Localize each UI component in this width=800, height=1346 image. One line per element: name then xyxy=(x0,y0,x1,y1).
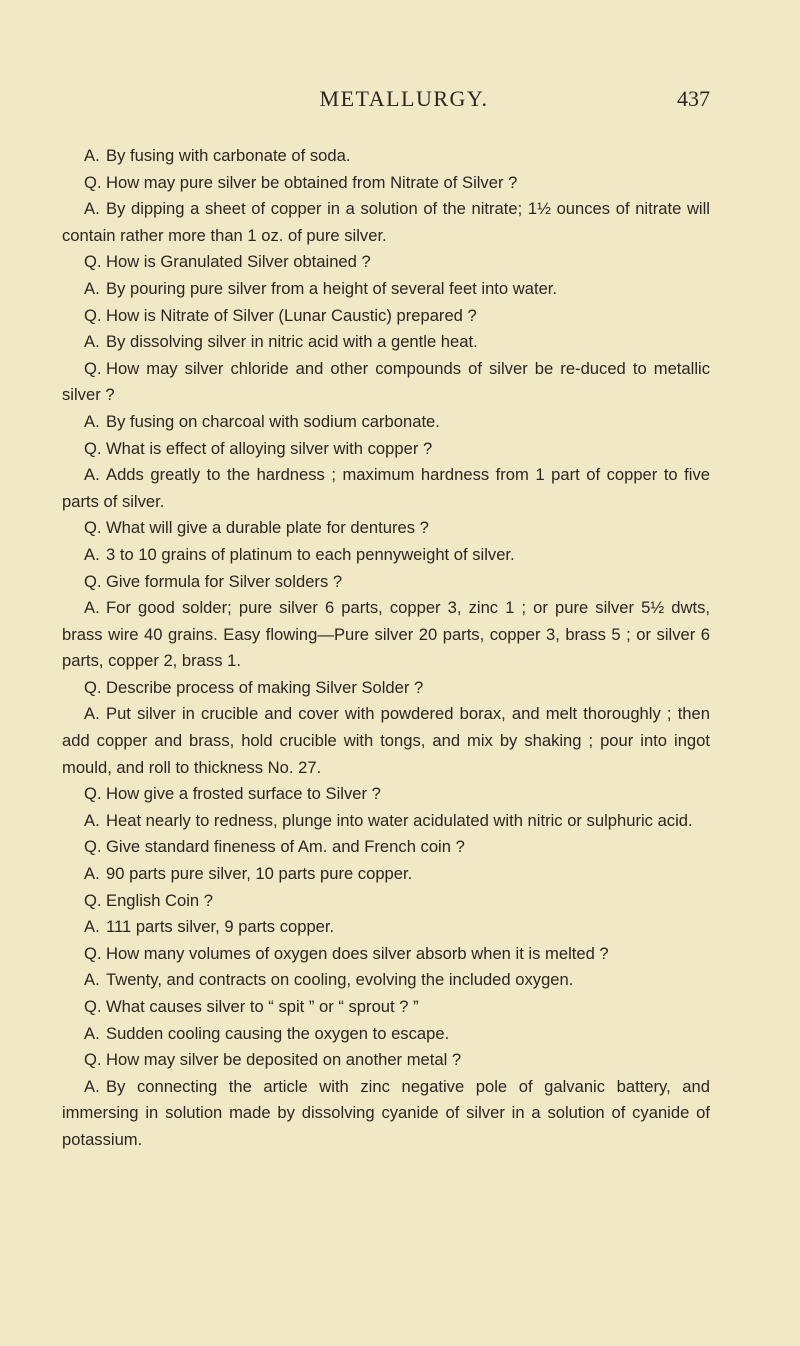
answer-marker: A. xyxy=(84,411,100,431)
question-paragraph xyxy=(62,356,710,409)
answer-text: Put silver in crucible and cover with powdered borax, and melt thoroughly ; then add copper and brass, hold crucible with tongs, and mix by shaking ; pour into ingot mould, and roll to thickness No. 27. xyxy=(62,704,710,777)
answer-text: For good solder; pure silver 6 parts, copper 3, zinc 1 ; or pure silver 5½ dwts, brass wire 40 grains. Easy flowing—Pure silver 20 parts, copper 3, brass 5 ; or silver 6 parts, copper 2, brass 1. xyxy=(62,598,710,671)
answer-marker: A. xyxy=(84,465,100,485)
answer-paragraph xyxy=(62,967,710,994)
answer-marker: A. xyxy=(84,146,100,165)
page-number: 437 xyxy=(677,86,710,111)
question-marker: Q. xyxy=(84,438,102,458)
question-marker: Q. xyxy=(84,837,102,857)
answer-text: By fusing on charcoal with sodium carbonate. xyxy=(106,411,440,431)
question-text: How may silver chloride and other compounds of silver be re-duced to metallic silver ? xyxy=(62,358,710,405)
answer-text: By pouring pure silver from a height of several feet into water. xyxy=(106,278,558,298)
answer-paragraph xyxy=(62,196,710,249)
answer-paragraph xyxy=(62,329,710,356)
question-paragraph xyxy=(62,1047,710,1074)
answer-marker: A. xyxy=(84,810,100,830)
question-paragraph xyxy=(62,675,710,702)
answer-marker: A. xyxy=(84,278,100,298)
answer-paragraph xyxy=(62,409,710,436)
question-marker: Q. xyxy=(84,943,102,963)
answer-text: Sudden cooling causing the oxygen to escape. xyxy=(106,1023,450,1043)
question-marker: Q. xyxy=(84,172,102,192)
answer-marker: A. xyxy=(84,970,100,990)
question-marker: Q. xyxy=(84,1050,102,1070)
answer-marker: A. xyxy=(84,704,100,724)
question-marker: Q. xyxy=(84,305,102,325)
answer-text: 111 parts silver, 9 parts copper. xyxy=(106,917,335,937)
question-text: Give standard fineness of Am. and French coin ? xyxy=(106,837,465,857)
answer-marker: A. xyxy=(84,544,100,564)
answer-marker: A. xyxy=(84,1076,100,1096)
page-header xyxy=(62,86,710,116)
question-paragraph xyxy=(62,941,710,968)
question-paragraph xyxy=(62,170,710,197)
question-text: How many volumes of oxygen does silver absorb when it is melted ? xyxy=(106,943,609,963)
question-paragraph xyxy=(62,515,710,542)
question-paragraph xyxy=(62,569,710,596)
question-text: English Coin ? xyxy=(106,890,214,910)
answer-marker: A. xyxy=(84,598,100,618)
question-text: How may pure silver be obtained from Nitrate of Silver ? xyxy=(106,172,518,192)
question-paragraph xyxy=(62,303,710,330)
answer-marker: A. xyxy=(84,1023,100,1043)
question-text: How is Granulated Silver obtained ? xyxy=(106,252,371,272)
question-text: Give formula for Silver solders ? xyxy=(106,571,343,591)
question-text: How is Nitrate of Silver (Lunar Caustic) prepared ? xyxy=(106,305,477,325)
answer-text: By dissolving silver in nitric acid with a gentle heat. xyxy=(106,332,478,352)
qa-text-body xyxy=(62,143,710,1154)
answer-text: 3 to 10 grains of platinum to each pennyweight of silver. xyxy=(106,544,515,564)
question-paragraph xyxy=(62,994,710,1021)
question-marker: Q. xyxy=(84,997,102,1016)
answer-paragraph xyxy=(62,542,710,569)
question-marker: Q. xyxy=(84,890,102,910)
answer-paragraph xyxy=(62,143,710,170)
answer-paragraph xyxy=(62,914,710,941)
question-text: What is effect of alloying silver with copper ? xyxy=(106,438,433,458)
answer-paragraph xyxy=(62,701,710,781)
question-marker: Q. xyxy=(84,677,102,697)
question-marker: Q. xyxy=(84,784,102,804)
question-text: What causes silver to “ spit ” or “ sprout ? ” xyxy=(106,997,419,1016)
question-paragraph xyxy=(62,436,710,463)
question-text: Describe process of making Silver Solder ? xyxy=(106,677,424,697)
answer-paragraph xyxy=(62,1074,710,1154)
question-paragraph xyxy=(62,781,710,808)
answer-text: By dipping a sheet of copper in a solution of the nitrate; 1½ ounces of nitrate will contain rather more than 1 oz. of pure silver. xyxy=(62,199,710,245)
answer-text: By connecting the article with zinc negative pole of galvanic battery, and immersing in solution made by dissolving cyanide of silver in a solution of cyanide of potassium. xyxy=(62,1076,710,1149)
answer-marker: A. xyxy=(84,332,100,352)
answer-paragraph xyxy=(62,861,710,888)
answer-marker: A. xyxy=(84,864,100,884)
question-paragraph xyxy=(62,249,710,276)
answer-text: Adds greatly to the hardness ; maximum hardness from 1 part of copper to five parts of silver. xyxy=(62,465,710,511)
question-text: How give a frosted surface to Silver ? xyxy=(106,784,381,804)
answer-paragraph xyxy=(62,462,710,515)
answer-text: Twenty, and contracts on cooling, evolving the included oxygen. xyxy=(106,970,574,990)
question-marker: Q. xyxy=(84,252,102,272)
answer-text: Heat nearly to redness, plunge into water acidulated with nitric or sulphuric acid. xyxy=(106,810,693,830)
question-marker: Q. xyxy=(84,571,102,591)
answer-paragraph xyxy=(62,1021,710,1048)
question-marker: Q. xyxy=(84,518,102,538)
answer-paragraph xyxy=(62,808,710,835)
answer-marker: A. xyxy=(84,199,100,219)
answer-text: 90 parts pure silver, 10 parts pure copper. xyxy=(106,864,413,884)
answer-text: By fusing with carbonate of soda. xyxy=(106,146,351,165)
answer-paragraph xyxy=(62,595,710,675)
question-text: What will give a durable plate for dentures ? xyxy=(106,518,429,538)
question-paragraph xyxy=(62,888,710,915)
question-marker: Q. xyxy=(84,358,102,378)
answer-paragraph xyxy=(62,276,710,303)
running-title: METALLURGY. xyxy=(319,86,489,111)
question-paragraph xyxy=(62,834,710,861)
answer-marker: A. xyxy=(84,917,100,937)
question-text: How may silver be deposited on another metal ? xyxy=(106,1050,462,1070)
